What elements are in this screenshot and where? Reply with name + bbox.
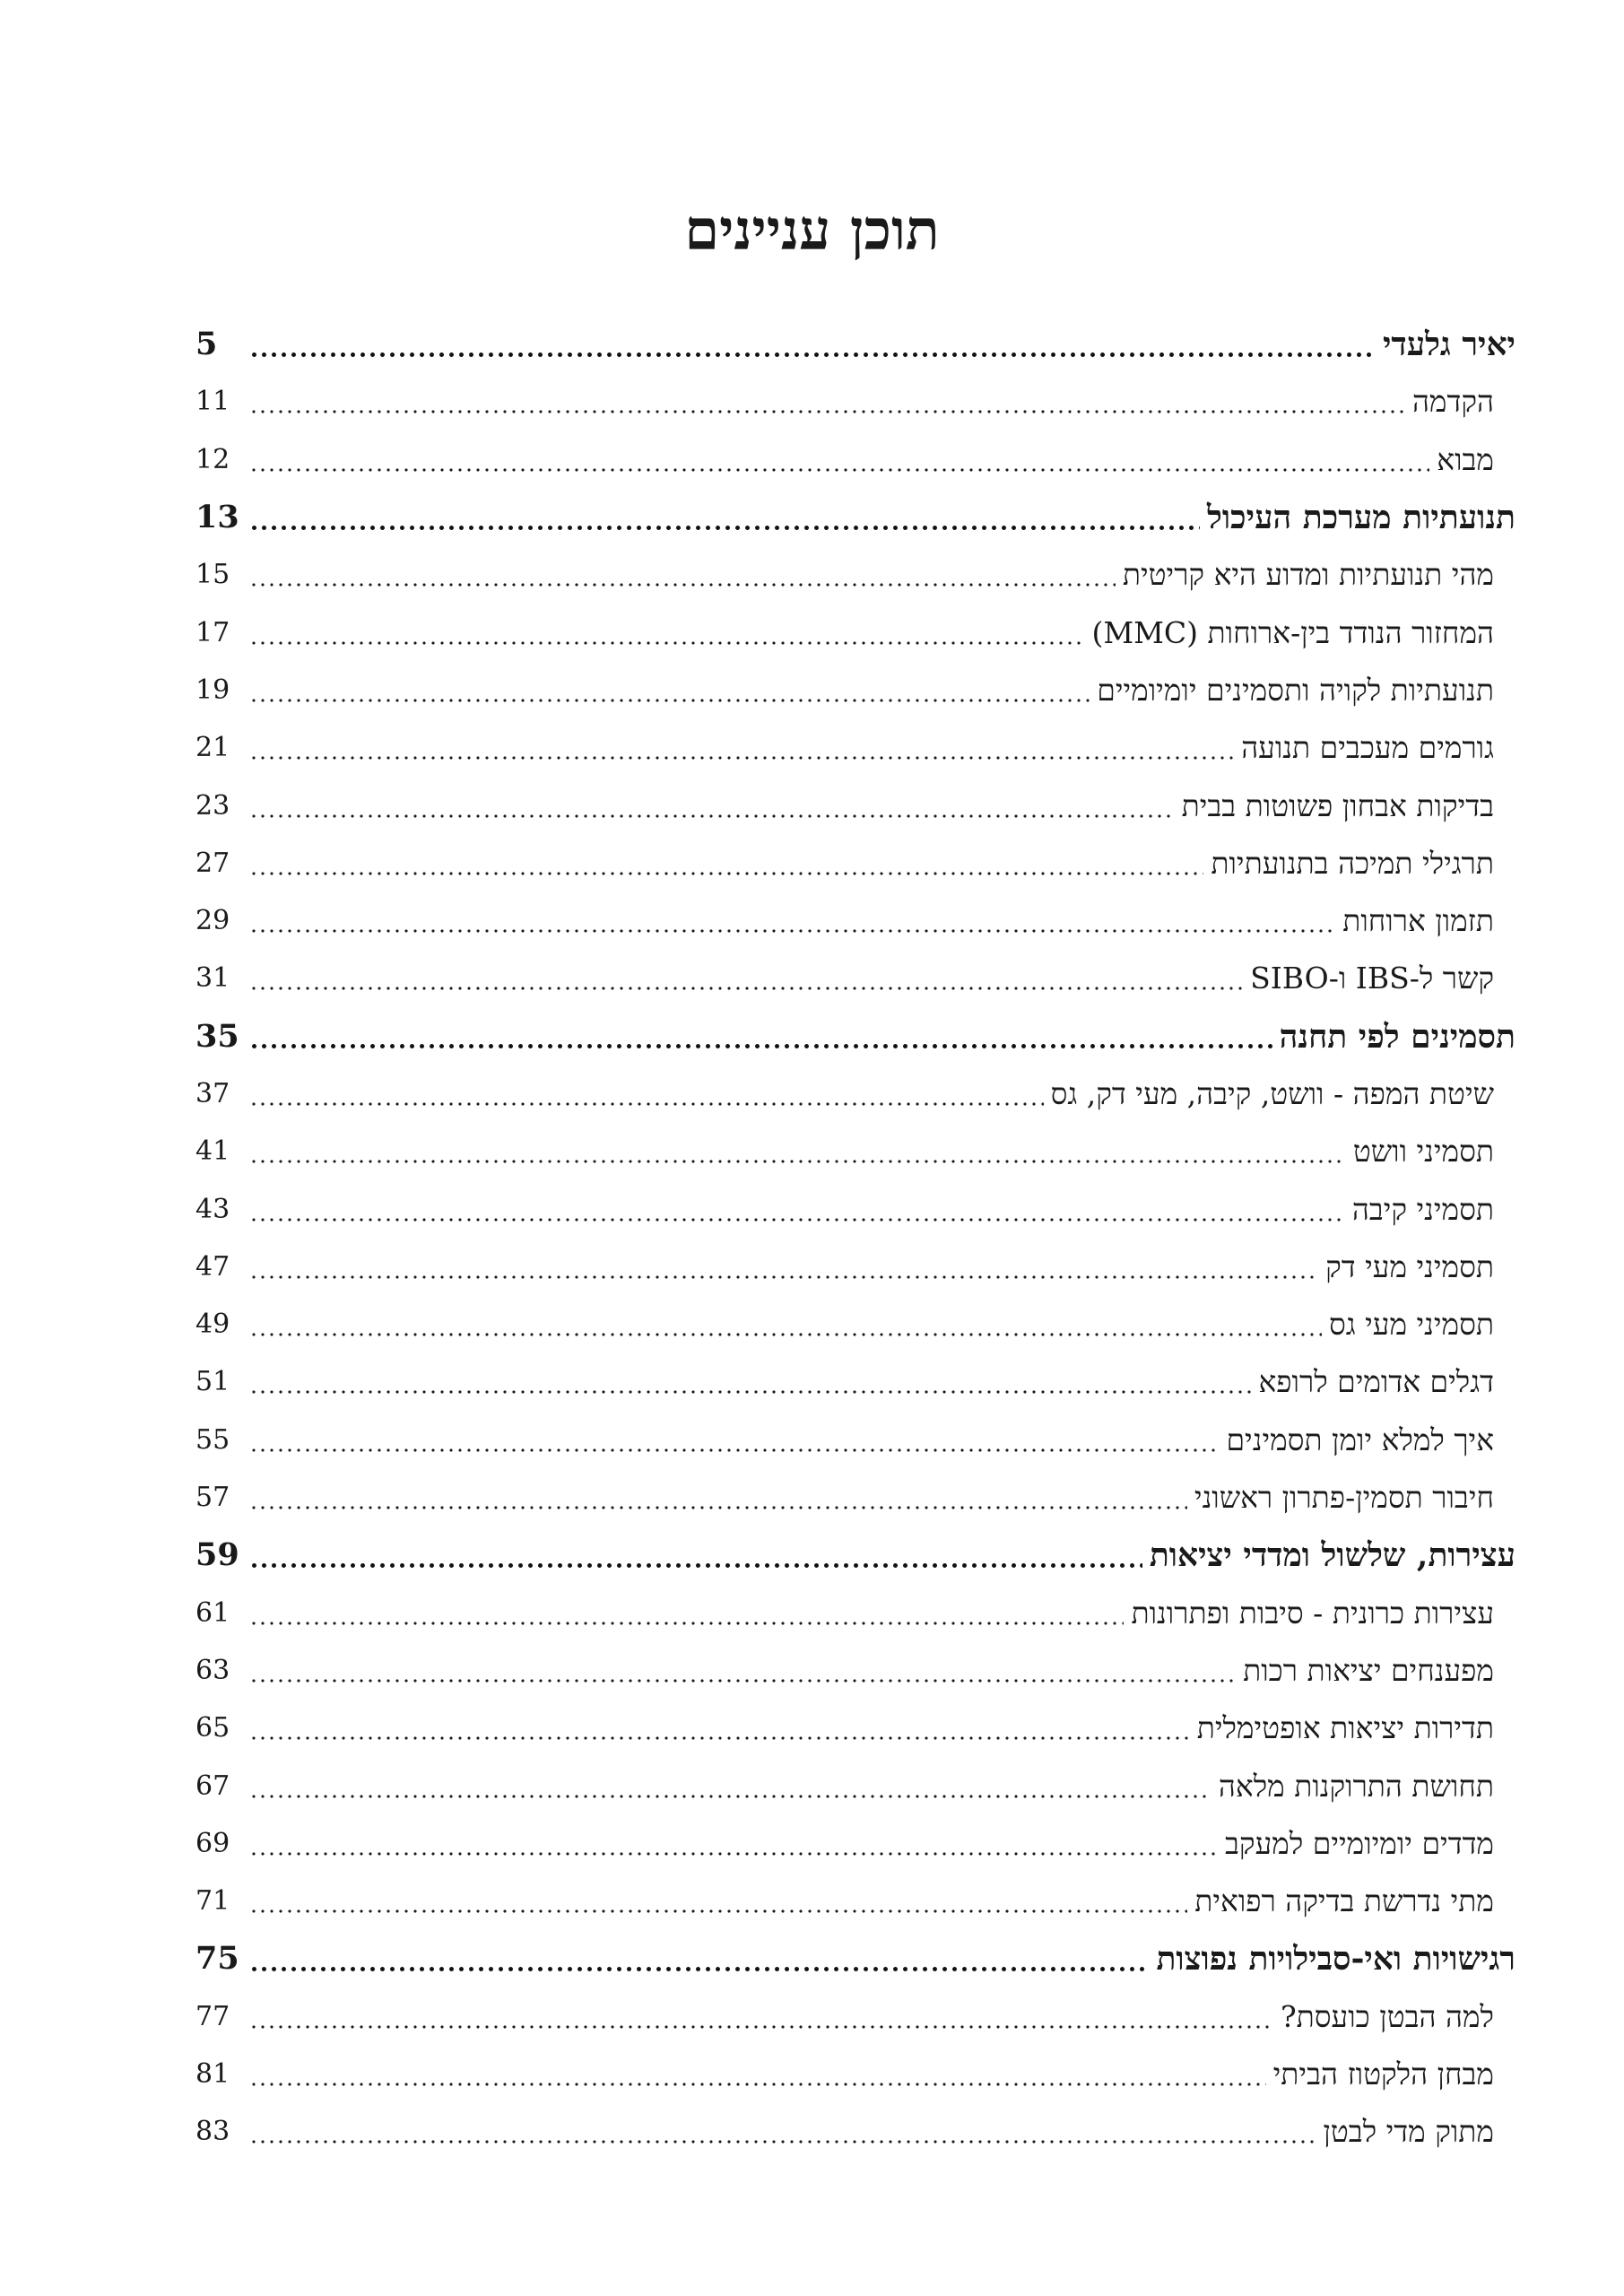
toc-page-number: 37 [195, 1078, 230, 1109]
toc-page-number: 41 [195, 1135, 230, 1168]
toc-page-number: 67 [195, 1770, 230, 1802]
toc-entry-title: תרגילי תמיכה בתנועתיות [1211, 845, 1494, 881]
toc-entry-title: תזמון ארוחות [1342, 903, 1494, 939]
toc-page-number: 43 [195, 1193, 230, 1225]
dot-leader [249, 810, 1175, 822]
dot-leader [249, 1501, 1187, 1514]
toc-section-entry [195, 777, 1515, 834]
toc-page-number: 51 [195, 1366, 230, 1398]
dot-leader [249, 694, 1090, 707]
toc-page-number: 5 [195, 326, 218, 363]
toc-section-entry [195, 373, 1515, 430]
toc-section-entry [195, 835, 1515, 892]
toc-section-entry [195, 1469, 1515, 1526]
toc-entry-title: מבחן הלקטוז הביתי [1272, 2057, 1494, 2092]
toc-entry-title: מתי נדרשת בדיקה רפואית [1194, 1883, 1494, 1919]
dot-leader [249, 521, 1200, 534]
toc-page-number: 23 [195, 789, 230, 822]
toc-entry-title: תסמיני וושט [1352, 1134, 1494, 1170]
dot-leader [249, 1674, 1236, 1687]
toc-entry-title: תסמיני קיבה [1351, 1191, 1494, 1227]
toc-page-number: 75 [195, 1940, 239, 1978]
toc-page-number: 15 [195, 559, 230, 591]
toc-section-entry [195, 1123, 1515, 1180]
toc-entry-title: תנועתיות מערכת העיכול [1207, 499, 1515, 537]
toc-page-number: 19 [195, 674, 230, 706]
toc-section-entry [195, 1815, 1515, 1873]
dot-leader [249, 1271, 1318, 1283]
toc-page-number: 31 [195, 962, 230, 995]
toc-chapter-entry [195, 1930, 1515, 1987]
toc-page-number: 47 [195, 1250, 230, 1283]
dot-leader [249, 752, 1234, 764]
toc-page-number: 13 [195, 499, 239, 536]
toc-entry-title: למה הבטן כועסת? [1280, 1998, 1494, 2034]
dot-leader [249, 2021, 1273, 2033]
dot-leader [249, 348, 1376, 361]
dot-leader [249, 1386, 1251, 1398]
toc-page-number: 17 [195, 616, 230, 648]
dot-leader [249, 925, 1335, 937]
toc-entry-title: הקדמה [1411, 384, 1494, 420]
toc-entry-title: שיטת המפה - וושט, קיבה, מעי דק, גס [1050, 1076, 1494, 1111]
toc-page-number: 57 [195, 1482, 230, 1514]
toc-entry-title: מהי תנועתיות ומדוע היא קריטית [1122, 557, 1494, 593]
toc-entry-title: מדדים יומיומיים למעקב [1225, 1825, 1494, 1861]
toc-page-number: 77 [195, 2000, 230, 2032]
dot-leader [249, 1040, 1272, 1053]
dot-leader [249, 1559, 1142, 1571]
toc-section-entry [195, 1353, 1515, 1411]
toc-section-entry [195, 662, 1515, 719]
toc-entry-title: עצירות, שלשול ומדדי יציאות [1149, 1536, 1515, 1575]
toc-chapter-entry [195, 489, 1515, 546]
toc-section-entry [195, 546, 1515, 604]
dot-leader [249, 2135, 1316, 2148]
toc-page-number: 69 [195, 1827, 230, 1859]
toc-page-number: 12 [195, 443, 230, 475]
dot-leader [249, 1444, 1219, 1457]
dot-leader [249, 1790, 1211, 1803]
dot-leader [249, 1905, 1187, 1918]
toc-page-number: 55 [195, 1423, 230, 1456]
toc-section-entry [195, 1180, 1515, 1238]
toc-entry-title: רגישויות ואי-סבילויות נפוצות [1156, 1940, 1515, 1979]
toc-entry-title: תנועתיות לקויה ותסמינים יומיומיים [1097, 672, 1494, 708]
toc-section-entry [195, 1988, 1515, 2046]
toc-chapter-entry [195, 1526, 1515, 1584]
toc-entry-title: איך למלא יומן תסמינים [1226, 1422, 1494, 1457]
toc-section-entry [195, 431, 1515, 489]
toc-entry-title: חיבור תסמין-פתרון ראשוני [1194, 1480, 1494, 1516]
toc-section-entry [195, 2046, 1515, 2103]
toc-section-entry [195, 1757, 1515, 1814]
toc-entry-title: תדירות יציאות אופטימלית [1196, 1710, 1494, 1746]
toc-chapter-entry [195, 1008, 1515, 1065]
dot-leader [249, 405, 1405, 418]
toc-page-number: 11 [195, 386, 230, 418]
table-of-contents [195, 316, 1515, 2161]
dot-leader [249, 1848, 1218, 1860]
dot-leader [249, 1328, 1322, 1341]
dot-leader [249, 1213, 1345, 1226]
toc-page-number: 83 [195, 2116, 230, 2148]
toc-page-number: 21 [195, 732, 230, 764]
toc-page-number: 65 [195, 1712, 230, 1744]
toc-page-number: 59 [195, 1536, 239, 1574]
toc-section-entry [195, 1642, 1515, 1700]
toc-entry-title: קשר ל-IBS ו-SIBO [1250, 961, 1494, 996]
dot-leader [249, 1155, 1346, 1168]
toc-page-number: 63 [195, 1654, 230, 1686]
toc-entry-title: מבוא [1437, 441, 1494, 477]
dot-leader [249, 464, 1429, 476]
toc-entry-title: מתוק מדי לבטן [1323, 2114, 1494, 2150]
dot-leader [249, 867, 1203, 880]
dot-leader [249, 1732, 1190, 1744]
toc-section-entry [195, 892, 1515, 950]
toc-section-entry [195, 719, 1515, 777]
toc-section-entry [195, 604, 1515, 661]
toc-entry-title: מפענחים יציאות רכות [1243, 1652, 1494, 1688]
toc-page-number: 27 [195, 847, 230, 879]
toc-page-number: 29 [195, 905, 230, 937]
toc-page-number: 61 [195, 1596, 230, 1629]
toc-page-number: 81 [195, 2058, 230, 2091]
toc-entry-title: תסמינים לפי תחנה [1279, 1017, 1515, 1056]
toc-entry-title: יאיר גלעדי [1382, 326, 1515, 364]
toc-entry-title: בדיקות אבחון פשוטות בבית [1181, 787, 1494, 823]
toc-entry-title: המחזור הנודד בין-ארוחות (MMC) [1091, 614, 1494, 650]
page-title: תוכן עניינים [684, 197, 940, 263]
dot-leader [249, 1962, 1149, 1975]
dot-leader [249, 1098, 1044, 1110]
toc-section-entry [195, 950, 1515, 1007]
dot-leader [249, 2078, 1266, 2091]
toc-chapter-entry [195, 316, 1515, 373]
toc-section-entry [195, 1412, 1515, 1469]
toc-entry-title: גורמים מעכבים תנועה [1241, 730, 1494, 766]
dot-leader [249, 982, 1243, 995]
toc-section-entry [195, 1239, 1515, 1296]
toc-section-entry [195, 1585, 1515, 1642]
dot-leader [249, 1617, 1124, 1630]
dot-leader [249, 578, 1116, 591]
toc-page-number: 35 [195, 1017, 239, 1055]
toc-section-entry [195, 1873, 1515, 1930]
toc-page-number: 71 [195, 1885, 230, 1918]
toc-section-entry [195, 1700, 1515, 1757]
toc-section-entry [195, 2103, 1515, 2161]
toc-entry-title: דגלים אדומים לרופא [1258, 1364, 1494, 1400]
toc-entry-title: תסמיני מעי גס [1328, 1307, 1494, 1343]
toc-entry-title: תחושת התרוקנות מלאה [1218, 1768, 1494, 1804]
dot-leader [249, 637, 1084, 649]
toc-entry-title: עצירות כרונית - סיבות ופתרונות [1131, 1595, 1494, 1631]
toc-page-number: 49 [195, 1309, 230, 1341]
toc-entry-title: תסמיני מעי דק [1325, 1248, 1494, 1284]
toc-section-entry [195, 1296, 1515, 1353]
toc-section-entry [195, 1065, 1515, 1123]
